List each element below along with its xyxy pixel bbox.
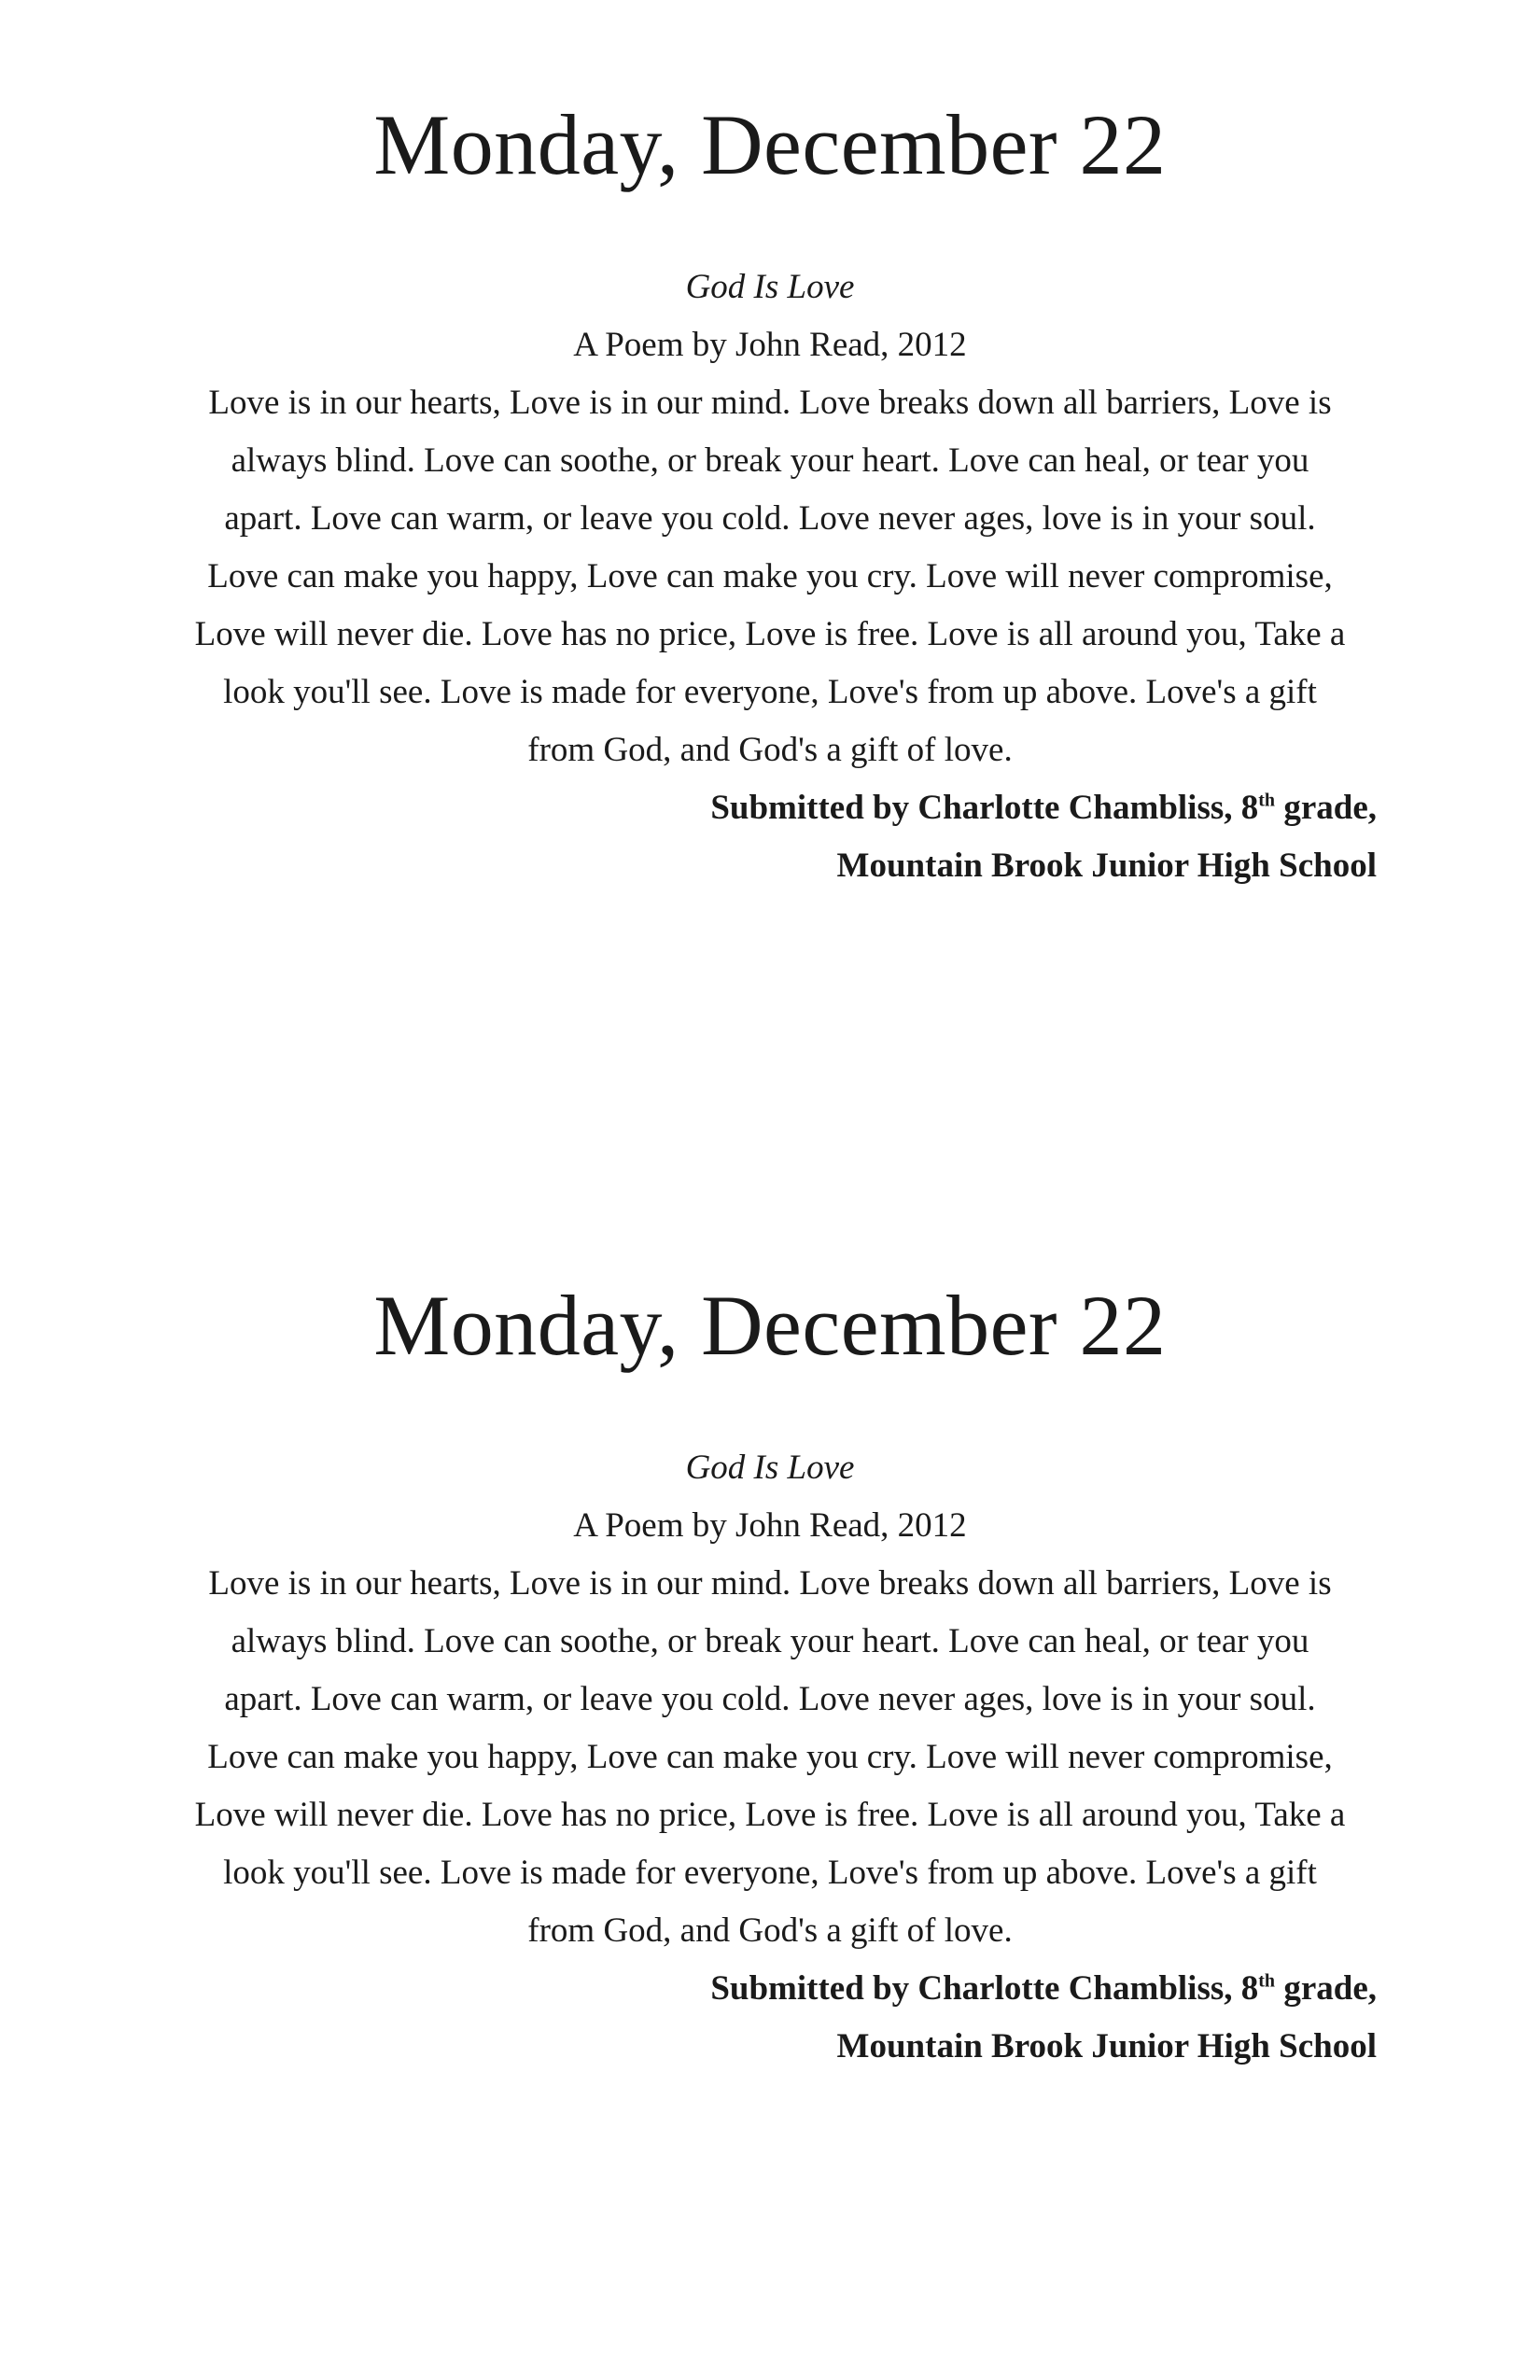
poem-line: from God, and God's a gift of love. [527, 1911, 1013, 1950]
devotional-entry [0, 1269, 1540, 2076]
poem-line: apart. Love can warm, or leave you cold. Love never ages, love is in your soul. [224, 499, 1316, 538]
submitted-by-text: Submitted by Charlotte Chambliss, 8 [710, 1969, 1259, 2008]
school-name: Mountain Brook Junior High School [836, 2027, 1377, 2065]
poem-body [154, 374, 1386, 779]
poem-line: from God, and God's a gift of love. [527, 731, 1013, 769]
poem-line: Love will never die. Love has no price, Love is free. Love is all around you, Take a [194, 1796, 1346, 1834]
poem-author: A Poem by John Read, 2012 [573, 326, 967, 364]
poem-title: God Is Love [685, 1449, 855, 1487]
poem-line: look you'll see. Love is made for everyone, Love's from up above. Love's a gift [223, 1854, 1317, 1892]
devotional-entry [0, 89, 1540, 895]
poem-line: apart. Love can warm, or leave you cold. Love never ages, love is in your soul. [224, 1680, 1316, 1718]
poem-line: always blind. Love can soothe, or break your heart. Love can heal, or tear you [231, 1622, 1309, 1660]
ordinal-suffix: th [1258, 790, 1276, 811]
ordinal-suffix: th [1258, 1970, 1276, 1992]
grade-text: grade, [1275, 1969, 1377, 2008]
school-name: Mountain Brook Junior High School [836, 847, 1377, 885]
date-heading: Monday, December 22 [373, 97, 1167, 192]
submitted-by-text: Submitted by Charlotte Chambliss, 8 [710, 789, 1259, 827]
poem-line: Love is in our hearts, Love is in our mind. Love breaks down all barriers, Love is [208, 384, 1332, 422]
poem-line: Love will never die. Love has no price, Love is free. Love is all around you, Take a [194, 615, 1346, 653]
poem-line: look you'll see. Love is made for everyone, Love's from up above. Love's a gift [223, 673, 1317, 711]
submission-credit [0, 779, 1377, 837]
poem-line: always blind. Love can soothe, or break your heart. Love can heal, or tear you [231, 441, 1309, 480]
poem-title: God Is Love [685, 268, 855, 306]
poem-line: Love is in our hearts, Love is in our mind. Love breaks down all barriers, Love is [208, 1564, 1332, 1603]
poem-author: A Poem by John Read, 2012 [573, 1506, 967, 1545]
poem-body [154, 1555, 1386, 1960]
poem-line: Love can make you happy, Love can make you cry. Love will never compromise, [207, 557, 1333, 595]
submission-credit [0, 1960, 1377, 2018]
poem-line: Love can make you happy, Love can make you cry. Love will never compromise, [207, 1738, 1333, 1776]
date-heading: Monday, December 22 [373, 1278, 1167, 1373]
grade-text: grade, [1275, 789, 1377, 827]
